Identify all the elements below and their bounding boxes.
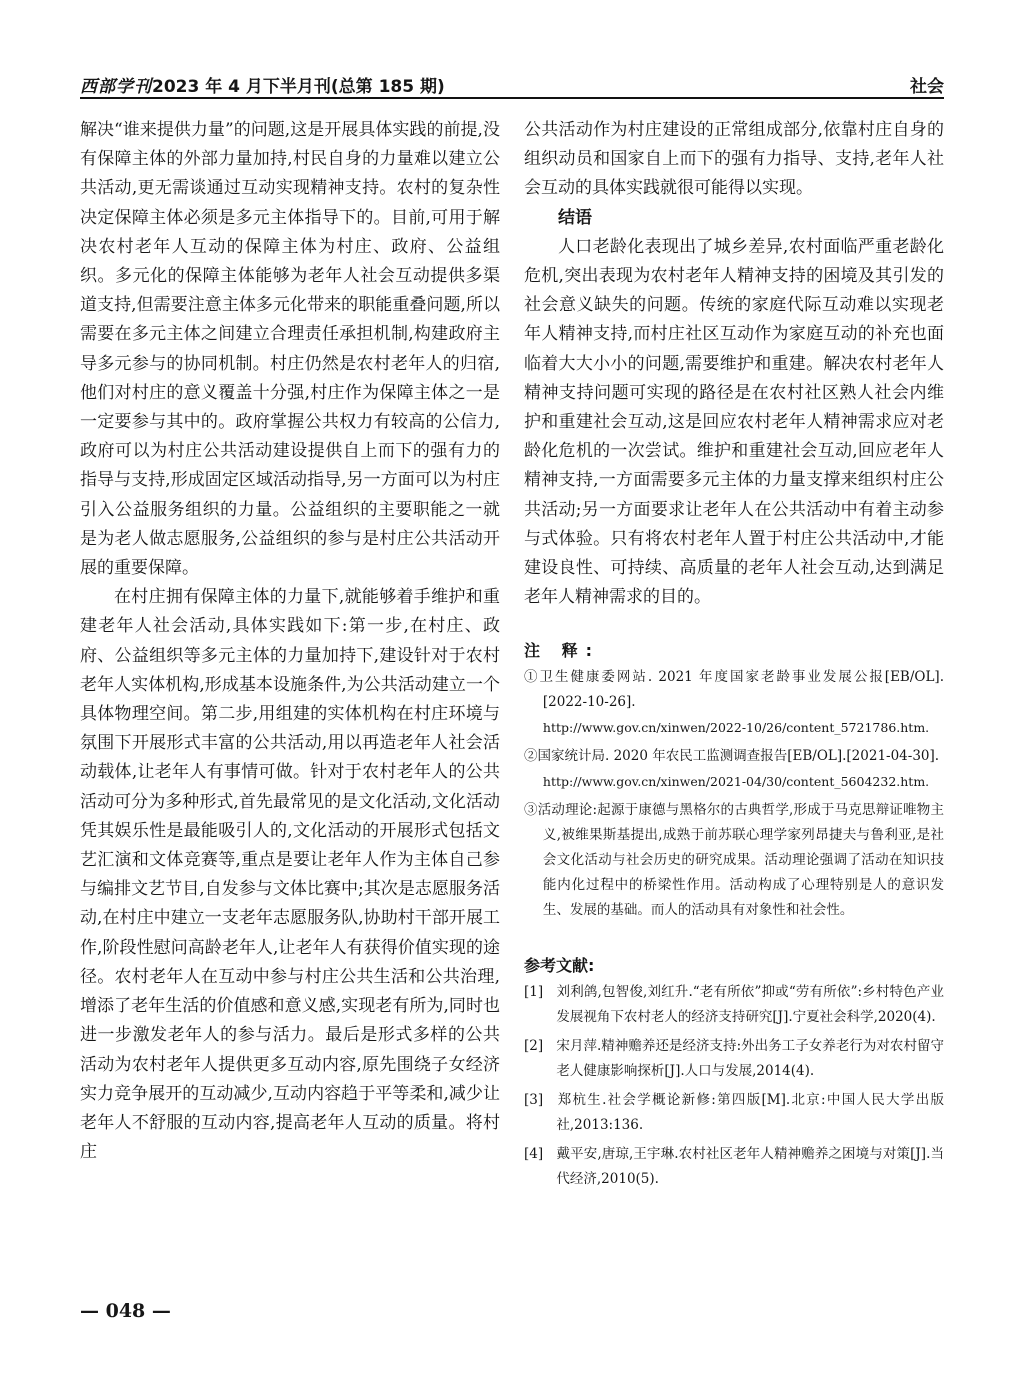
header-issue [80,72,445,97]
reference-text: 宋月萍.精神赡养还是经济支持:外出务工子女养老行为对农村留守老人健康影响探析[J].人口与发展,2014(4). [556,1038,944,1080]
note-text: ①卫生健康委网站. 2021 年度国家老龄事业发展公报[EB/OL].[2022-10-26]. [524,669,944,711]
notes-heading: 注 释: [524,641,600,661]
reference-number: [2] [524,1038,544,1055]
note-text: ③活动理论:起源于康德与黑格尔的古典哲学,形成于马克思辩证唯物主义,被维果斯基提出,成熟于前苏联心理学家列昂捷夫与鲁利亚,是社会文化活动与社会历史的研究成果。活动理论强调了活动在知识技能内化过程中的桥梁性作用。活动构成了心理特别是人的意识发生、发展的基础。而人的活动具有对象性和社会性。 [524,802,944,919]
reference-item [524,1034,944,1084]
left-column [80,116,500,1167]
reference-item [524,1088,944,1138]
reference-item [524,980,944,1030]
reference-item [524,1142,944,1192]
note-url: http://www.gov.cn/xinwen/2021-04/30/content_5604232.htm. [542,774,930,790]
note-item [524,798,944,923]
reference-number: [1] [524,984,544,1001]
conclusion-heading: 结语 [558,207,592,228]
paragraph-continued: 公共活动作为村庄建设的正常组成部分,依靠村庄自身的组织动员和国家自上而下的强有力指导、支持,老年人社会互动的具体实践就很可能得以实现。 [524,120,944,199]
reference-number: [4] [524,1146,544,1163]
reference-text: 戴平安,唐琼,王宇琳.农村社区老年人精神赡养之困境与对策[J].当代经济,2010(5). [556,1146,944,1188]
paragraph-2: 在村庄拥有保障主体的力量下,就能够着手维护和重建老年人社会活动,具体实践如下:第一步,在村庄、政府、公益组织等多元主体的力量加持下,建设针对于农村老年人实体机构,形成基本设施条件,为公共活动建立一个具体物理空间。第二步,用组建的实体机构在村庄环境与氛围下开展形式丰富的公共活动,用以再造老年人社会活动载体,让老年人有事情可做。针对于农村老年人的公共活动可分为多种形式,首先最常见的是文化活动,文化活动凭其娱乐性是最能吸引人的,文化活动的开展形式包括文艺汇演和文体竞赛等,重点是要让老年人作为主体自己参与编排文艺节目,自发参与文体比赛中;其次是志愿服务活动,在村庄中建立一支老年志愿服务队,协助村干部开展工作,阶段性慰问高龄老年人,让老年人有获得价值实现的途径。农村老年人在互动中参与村庄公共生活和公共治理,增添了老年生活的价值感和意义感,实现老有所为,同时也进一步激发老年人的参与活力。最后是形式多样的公共活动为农村老年人提供更多互动内容,原先围绕子女经济实力竞争展开的互动减少,互动内容趋于平等柔和,减少让老年人不舒服的互动内容,提高老年人互动的质量。将村庄 [80,587,500,1163]
note-text: ②国家统计局. 2020 年农民工监测调查报告[EB/OL].[2021-04-30]. [524,748,940,765]
journal-logo: 西部学刊 [80,77,152,97]
paragraph-1: 解决“谁来提供力量”的问题,这是开展具体实践的前提,没有保障主体的外部力量加持,村民自身的力量难以建立公共活动,更无需谈通过互动实现精神支持。农村的复杂性决定保障主体必须是多元主体指导下的。目前,可用于解决农村老年人互动的保障主体为村庄、政府、公益组织。多元化的保障主体能够为老年人社会互动提供多渠道支持,但需要注意主体多元化带来的职能重叠问题,所以需要在多元主体之间建立合理责任承担机制,构建政府主导多元参与的协同机制。村庄仍然是农村老年人的归宿,他们对村庄的意义覆盖十分强,村庄作为保障主体之一是一定要参与其中的。政府掌握公共权力有较高的公信力,政府可以为村庄公共活动建设提供自上而下的强有力的指导与支持,形成固定区域活动指导,另一方面可以为村庄引入公益服务组织的力量。公益组织的主要职能之一就是为老人做志愿服务,公益组织的参与是村庄公共活动开展的重要保障。 [80,120,500,579]
reference-text: 郑杭生.社会学概论新修:第四版[M].北京:中国人民大学出版社,2013:136. [556,1092,944,1134]
reference-number: [3] [524,1092,544,1109]
note-url: http://www.gov.cn/xinwen/2022-10/26/content_5721786.htm. [542,720,930,736]
issue-label: 2023 年 4 月下半月刊(总第 185 期) [152,77,445,97]
page-number: — 048 — [80,1300,171,1322]
header-section: 社会 [910,77,944,97]
conclusion-paragraph: 人口老龄化表现出了城乡差异,农村面临严重老龄化危机,突出表现为农村老年人精神支持的困境及其引发的社会意义缺失的问题。传统的家庭代际互动难以实现老年人精神支持,而村庄社区互动作为家庭互动的补充也面临着大大小小的问题,需要维护和重建。解决农村老年人精神支持问题可实现的路径是在农村社区熟人社会内维护和重建社会互动,这是回应农村老年人精神需求应对老龄化危机的一次尝试。维护和重建社会互动,回应老年人精神支持,一方面需要多元主体的力量支撑来组织村庄公共活动;另一方面要求让老年人在公共活动中有着主动参与式体验。只有将农村老年人置于村庄公共活动中,才能建设良性、可持续、高质量的老年人社会互动,达到满足老年人精神需求的目的。 [524,236,944,608]
right-column [524,116,944,1192]
note-item [524,665,944,740]
references-heading: 参考文献: [524,956,595,976]
running-header [80,64,944,100]
note-item [524,744,944,794]
header-rule [80,97,944,99]
reference-text: 刘利鸽,包智俊,刘红升.“老有所依”抑或“劳有所依”:乡村特色产业发展视角下农村老人的经济支持研究[J].宁夏社会科学,2020(4). [556,984,944,1026]
